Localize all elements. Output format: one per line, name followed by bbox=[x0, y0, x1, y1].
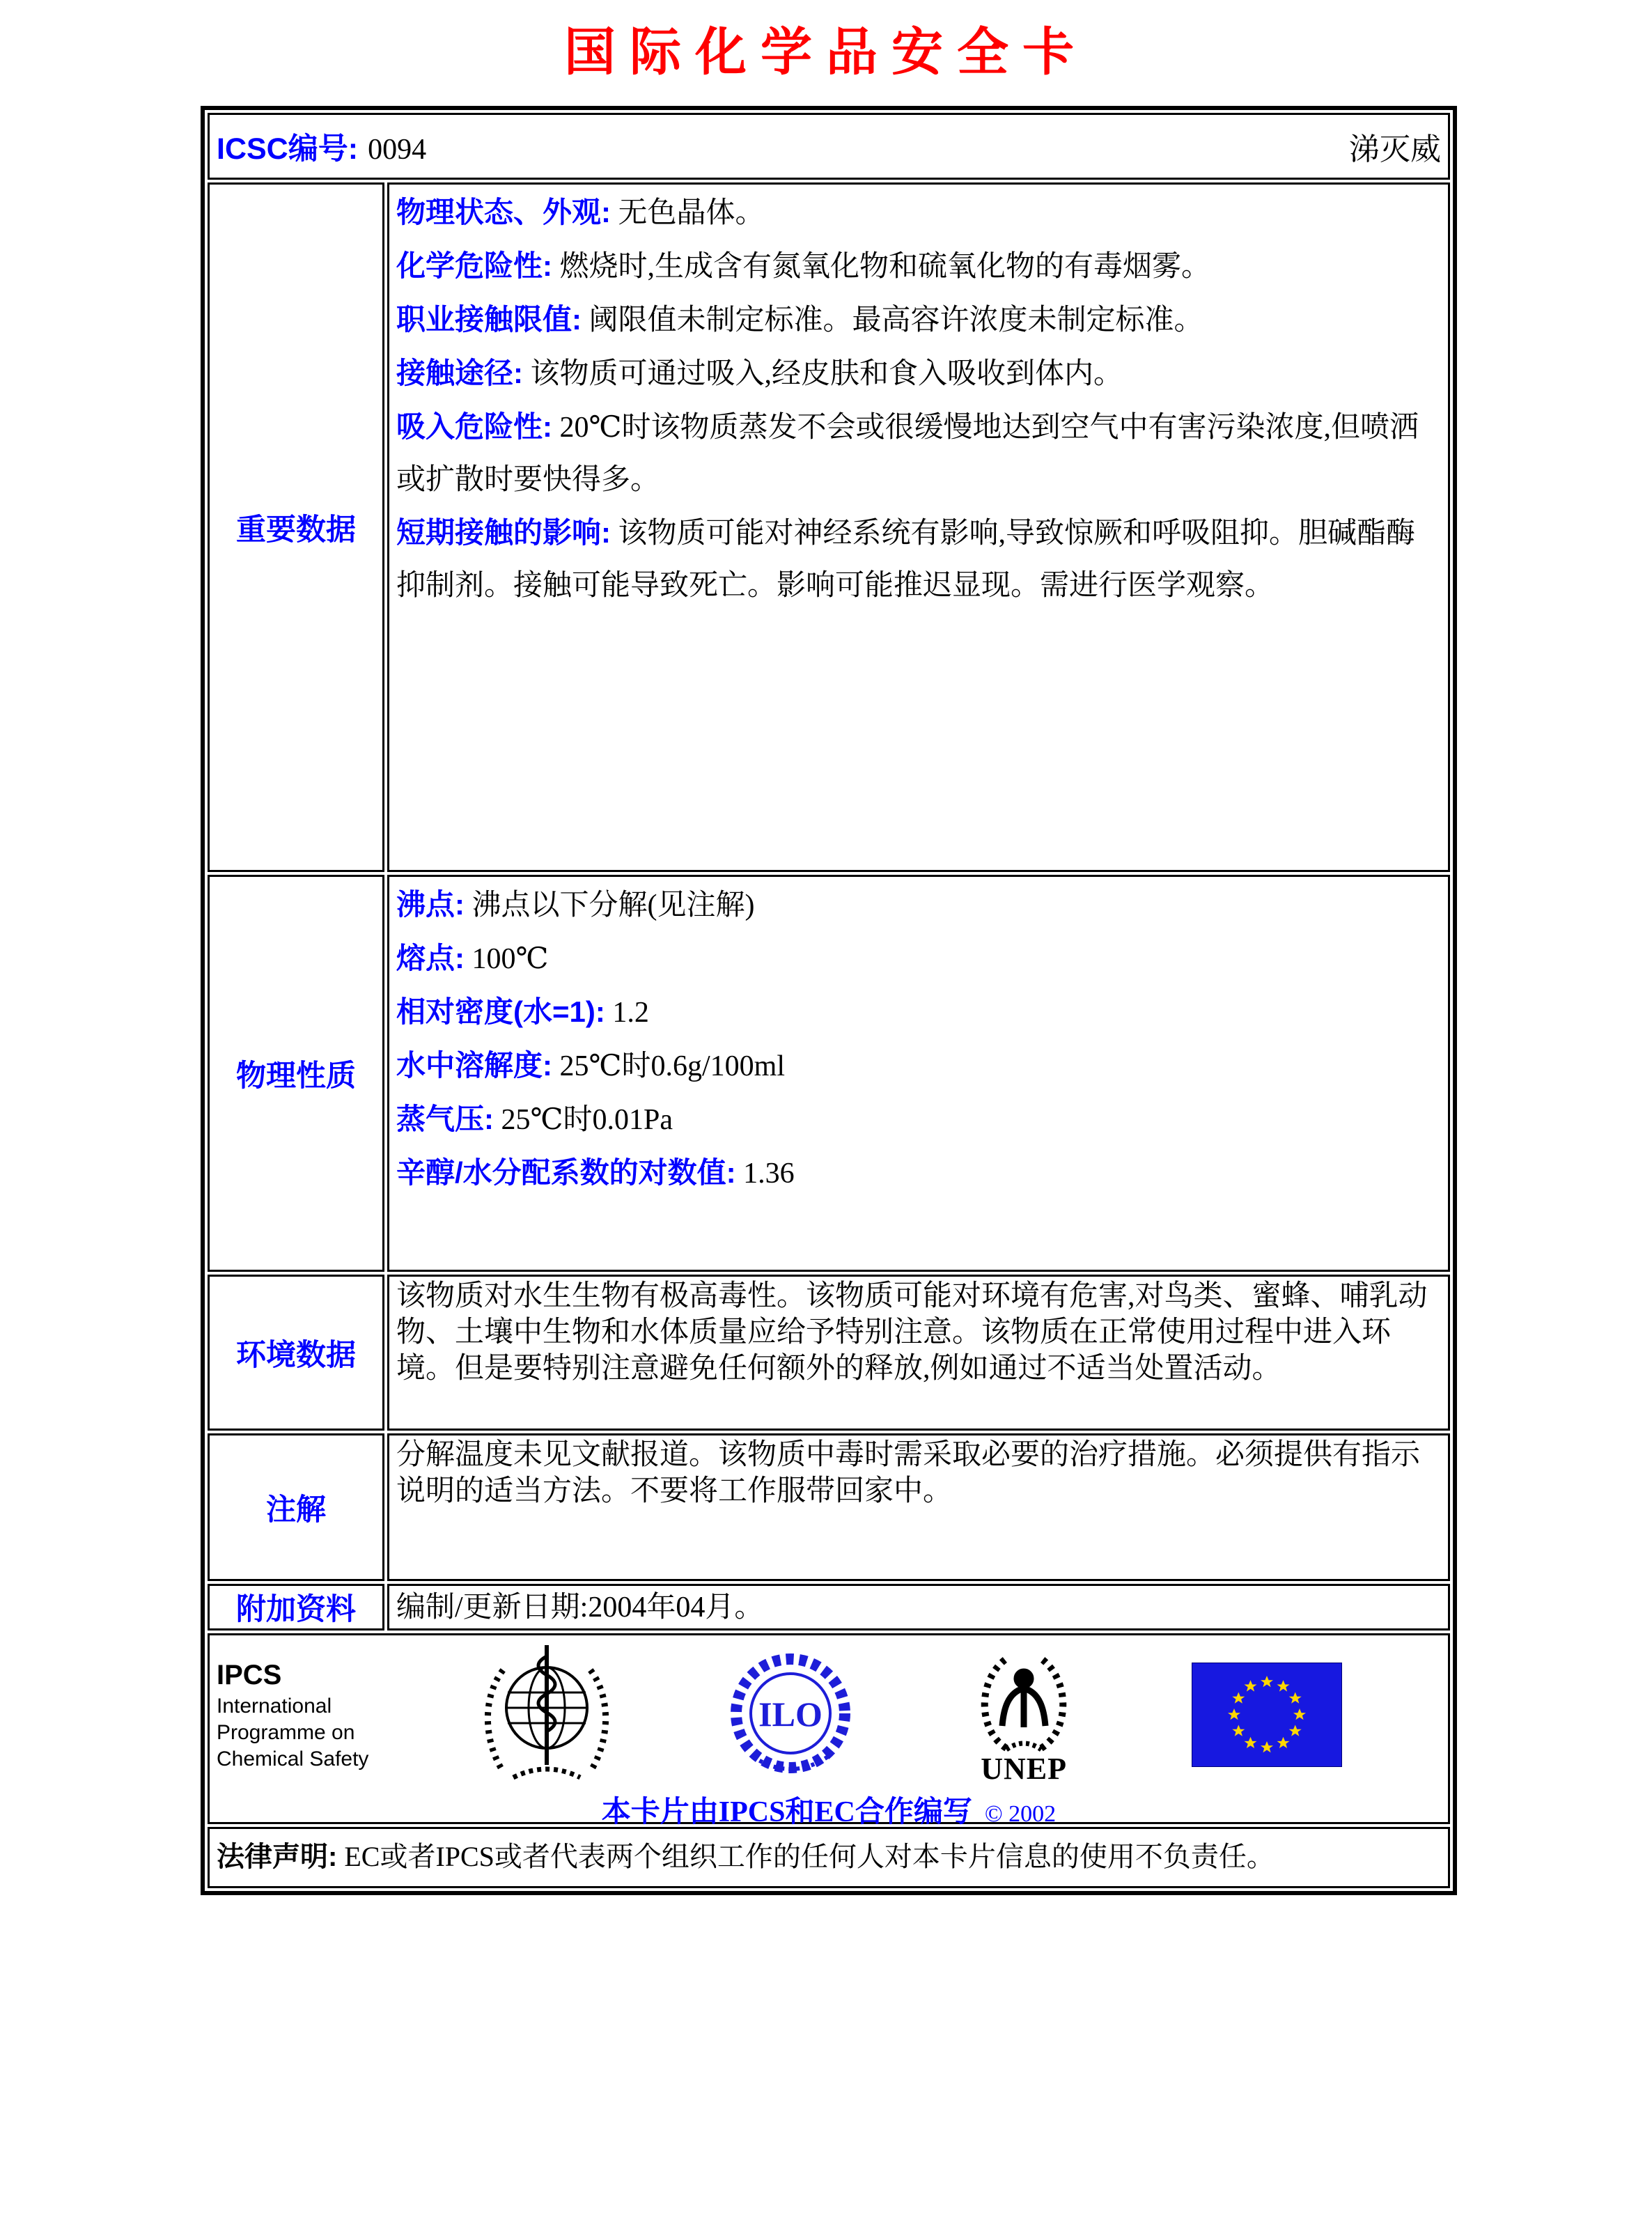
important-item: 化学危险性: 燃烧时,生成含有氮氧化物和硫氧化物的有毒烟雾。 bbox=[396, 249, 1211, 283]
section-label-notes: 注解 bbox=[208, 1433, 384, 1581]
section-content-physical bbox=[387, 875, 1450, 1272]
important-item: 职业接触限值: 阈限值未制定标准。最高容许浓度未制定标准。 bbox=[396, 303, 1203, 336]
who-logo-icon bbox=[477, 1641, 616, 1789]
important-item: 吸入危险性: 20℃时该物质蒸发不会或很缓慢地达到空气中有害污染浓度,但喷洒或扩散时要快得多。 bbox=[396, 410, 1419, 496]
eu-flag-icon bbox=[1192, 1663, 1342, 1767]
chemical-name: 涕灭威 bbox=[1349, 132, 1441, 166]
important-item: 接触途径: 该物质可通过吸入,经皮肤和食入吸收到体内。 bbox=[396, 357, 1123, 390]
physical-item: 水中溶解度: 25℃时0.6g/100ml bbox=[396, 1049, 785, 1082]
icsc-number-label: ICSC编号: bbox=[217, 132, 359, 166]
physical-item: 沸点: 沸点以下分解(见注解) bbox=[396, 888, 755, 921]
ilo-logo-icon bbox=[725, 1645, 856, 1784]
ilo-letters: ILO bbox=[758, 1695, 823, 1734]
credit-text: 本卡片由IPCS和EC合作编写 bbox=[601, 1796, 972, 1828]
section-content-additional: 编制/更新日期:2004年04月。 bbox=[387, 1584, 1450, 1630]
unep-caption: UNEP bbox=[981, 1752, 1067, 1786]
credit-line bbox=[211, 1789, 1447, 1837]
section-label-environment: 环境数据 bbox=[208, 1275, 384, 1431]
section-label-physical: 物理性质 bbox=[208, 875, 384, 1272]
header-row bbox=[208, 113, 1450, 180]
section-content-environment: 该物质对水生生物有极高毒性。该物质可能对环境有危害,对鸟类、蜜蜂、哺乳动物、土壤中生物和水体质量应给予特别注意。该物质在正常使用过程中进入环境。但是要特别注意避免任何额外的释放,例如通过不适当处置活动。 bbox=[387, 1275, 1450, 1431]
important-item: 短期接触的影响: 该物质可能对神经系统有影响,导致惊厥和呼吸阻抑。胆碱酯酶抑制剂。接触可能导致死亡。影响可能推迟显现。需进行医学观察。 bbox=[396, 516, 1416, 602]
page-title: 国际化学品安全卡 bbox=[564, 24, 1088, 81]
physical-item: 熔点: 100℃ bbox=[396, 942, 549, 975]
legal-text: EC或者IPCS或者代表两个组织工作的任何人对本卡片信息的使用不负责任。 bbox=[344, 1841, 1275, 1872]
section-content-important bbox=[387, 182, 1450, 872]
section-label-important: 重要数据 bbox=[208, 182, 384, 872]
copyright-text: © 2002 bbox=[984, 1801, 1057, 1827]
ipcs-title: IPCS bbox=[217, 1660, 282, 1690]
section-label-additional: 附加资料 bbox=[208, 1584, 384, 1630]
ipcs-text-block: IPCS International Programme on Chemical Safety bbox=[217, 1657, 368, 1773]
physical-item: 蒸气压: 25℃时0.01Pa bbox=[396, 1103, 673, 1136]
footer-row bbox=[208, 1633, 1450, 1828]
important-item: 物理状态、外观: 无色晶体。 bbox=[396, 196, 765, 229]
legal-label: 法律声明: bbox=[217, 1842, 338, 1872]
section-content-notes: 分解温度未见文献报道。该物质中毒时需采取必要的治疗措施。必须提供有指示说明的适当方法。不要将工作服带回家中。 bbox=[387, 1433, 1450, 1581]
physical-item: 辛醇/水分配系数的对数值: 1.36 bbox=[396, 1156, 795, 1190]
icsc-number-value: 0094 bbox=[368, 133, 427, 166]
physical-item: 相对密度(水=1): 1.2 bbox=[396, 995, 649, 1029]
icsc-table bbox=[201, 106, 1457, 1895]
unep-logo-icon bbox=[965, 1645, 1083, 1784]
